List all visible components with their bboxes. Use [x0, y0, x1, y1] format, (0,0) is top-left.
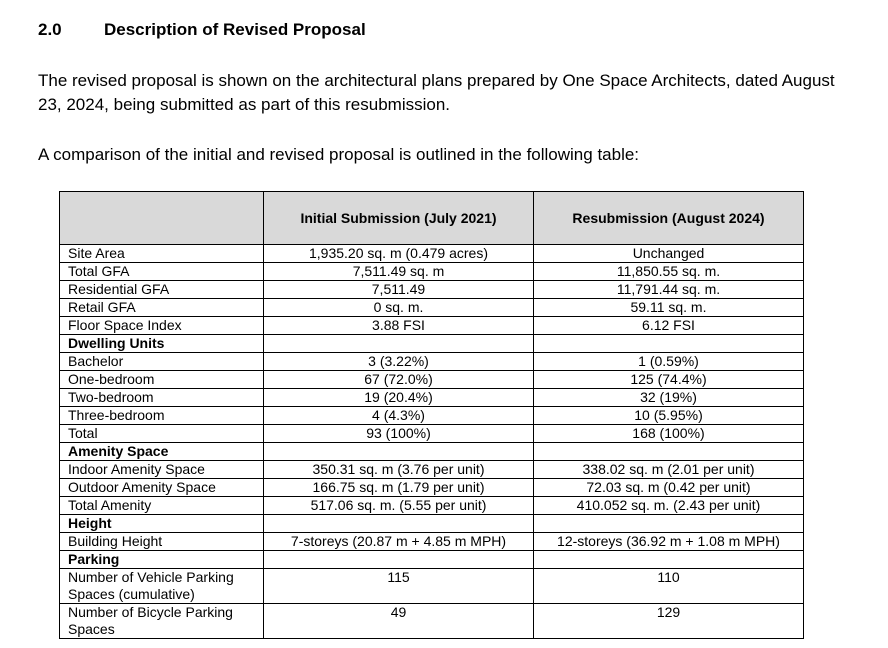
row-label: Retail GFA [60, 299, 264, 317]
revised-value: 1 (0.59%) [534, 353, 804, 371]
table-row [60, 281, 804, 299]
table-row [60, 245, 804, 263]
table-row [60, 604, 804, 639]
revised-value: 72.03 sq. m (0.42 per unit) [534, 479, 804, 497]
revised-value: 410.052 sq. m. (2.43 per unit) [534, 497, 804, 515]
revised-value [534, 515, 804, 533]
row-label: Site Area [60, 245, 264, 263]
section-label: Amenity Space [60, 443, 264, 461]
row-label: Bachelor [60, 353, 264, 371]
table-row [60, 299, 804, 317]
row-label: One-bedroom [60, 371, 264, 389]
row-label: Total GFA [60, 263, 264, 281]
initial-value: 93 (100%) [264, 425, 534, 443]
initial-value: 115 [264, 569, 534, 604]
section-title: Description of Revised Proposal [104, 20, 366, 39]
initial-value: 3.88 FSI [264, 317, 534, 335]
section-row [60, 443, 804, 461]
section-label: Parking [60, 551, 264, 569]
table-row [60, 425, 804, 443]
revised-value: 59.11 sq. m. [534, 299, 804, 317]
section-row [60, 515, 804, 533]
row-label: Outdoor Amenity Space [60, 479, 264, 497]
initial-value: 517.06 sq. m. (5.55 per unit) [264, 497, 534, 515]
header-resubmission: Resubmission (August 2024) [534, 192, 804, 245]
revised-value: 11,791.44 sq. m. [534, 281, 804, 299]
section-label: Dwelling Units [60, 335, 264, 353]
table-row [60, 461, 804, 479]
initial-value: 0 sq. m. [264, 299, 534, 317]
revised-value: 168 (100%) [534, 425, 804, 443]
section-row [60, 335, 804, 353]
initial-value: 67 (72.0%) [264, 371, 534, 389]
revised-value: 12-storeys (36.92 m + 1.08 m MPH) [534, 533, 804, 551]
revised-value: 125 (74.4%) [534, 371, 804, 389]
section-label: Height [60, 515, 264, 533]
row-label: Indoor Amenity Space [60, 461, 264, 479]
initial-value: 7-storeys (20.87 m + 4.85 m MPH) [264, 533, 534, 551]
revised-value: 11,850.55 sq. m. [534, 263, 804, 281]
row-label: Number of Bicycle Parking Spaces [60, 604, 264, 639]
table-row [60, 317, 804, 335]
initial-value: 1,935.20 sq. m (0.479 acres) [264, 245, 534, 263]
revised-value [534, 551, 804, 569]
initial-value [264, 443, 534, 461]
row-label: Floor Space Index [60, 317, 264, 335]
row-label: Building Height [60, 533, 264, 551]
initial-value [264, 335, 534, 353]
row-label: Number of Vehicle Parking Spaces (cumulative) [60, 569, 264, 604]
revised-value: 32 (19%) [534, 389, 804, 407]
table-row [60, 389, 804, 407]
table-row [60, 353, 804, 371]
initial-value: 19 (20.4%) [264, 389, 534, 407]
row-label: Total [60, 425, 264, 443]
initial-value [264, 551, 534, 569]
initial-value: 166.75 sq. m (1.79 per unit) [264, 479, 534, 497]
initial-value: 350.31 sq. m (3.76 per unit) [264, 461, 534, 479]
table-intro-paragraph: A comparison of the initial and revised proposal is outlined in the following table: [38, 145, 640, 164]
revised-value [534, 443, 804, 461]
row-label: Total Amenity [60, 497, 264, 515]
revised-value: 129 [534, 604, 804, 639]
table-header-row [60, 192, 804, 245]
header-initial-submission: Initial Submission (July 2021) [264, 192, 534, 245]
initial-value: 49 [264, 604, 534, 639]
section-row [60, 551, 804, 569]
revised-value: 6.12 FSI [534, 317, 804, 335]
initial-value: 7,511.49 [264, 281, 534, 299]
initial-value: 7,511.49 sq. m [264, 263, 534, 281]
header-blank-cell [60, 192, 264, 245]
initial-value: 3 (3.22%) [264, 353, 534, 371]
revised-value [534, 335, 804, 353]
row-label: Three-bedroom [60, 407, 264, 425]
table-row [60, 533, 804, 551]
revised-value: 338.02 sq. m (2.01 per unit) [534, 461, 804, 479]
table-row [60, 569, 804, 604]
table-row [60, 263, 804, 281]
table-row [60, 371, 804, 389]
initial-value: 4 (4.3%) [264, 407, 534, 425]
table-row [60, 407, 804, 425]
table-row [60, 479, 804, 497]
comparison-table [59, 191, 804, 639]
revised-value: Unchanged [534, 245, 804, 263]
revised-value: 10 (5.95%) [534, 407, 804, 425]
row-label: Two-bedroom [60, 389, 264, 407]
initial-value [264, 515, 534, 533]
revised-value: 110 [534, 569, 804, 604]
intro-paragraph: The revised proposal is shown on the architectural plans prepared by One Space Architects, dated August 23, 2024, being submitted as part of this resubmission. [38, 71, 835, 114]
section-number: 2.0 [38, 20, 62, 39]
table-row [60, 497, 804, 515]
row-label: Residential GFA [60, 281, 264, 299]
